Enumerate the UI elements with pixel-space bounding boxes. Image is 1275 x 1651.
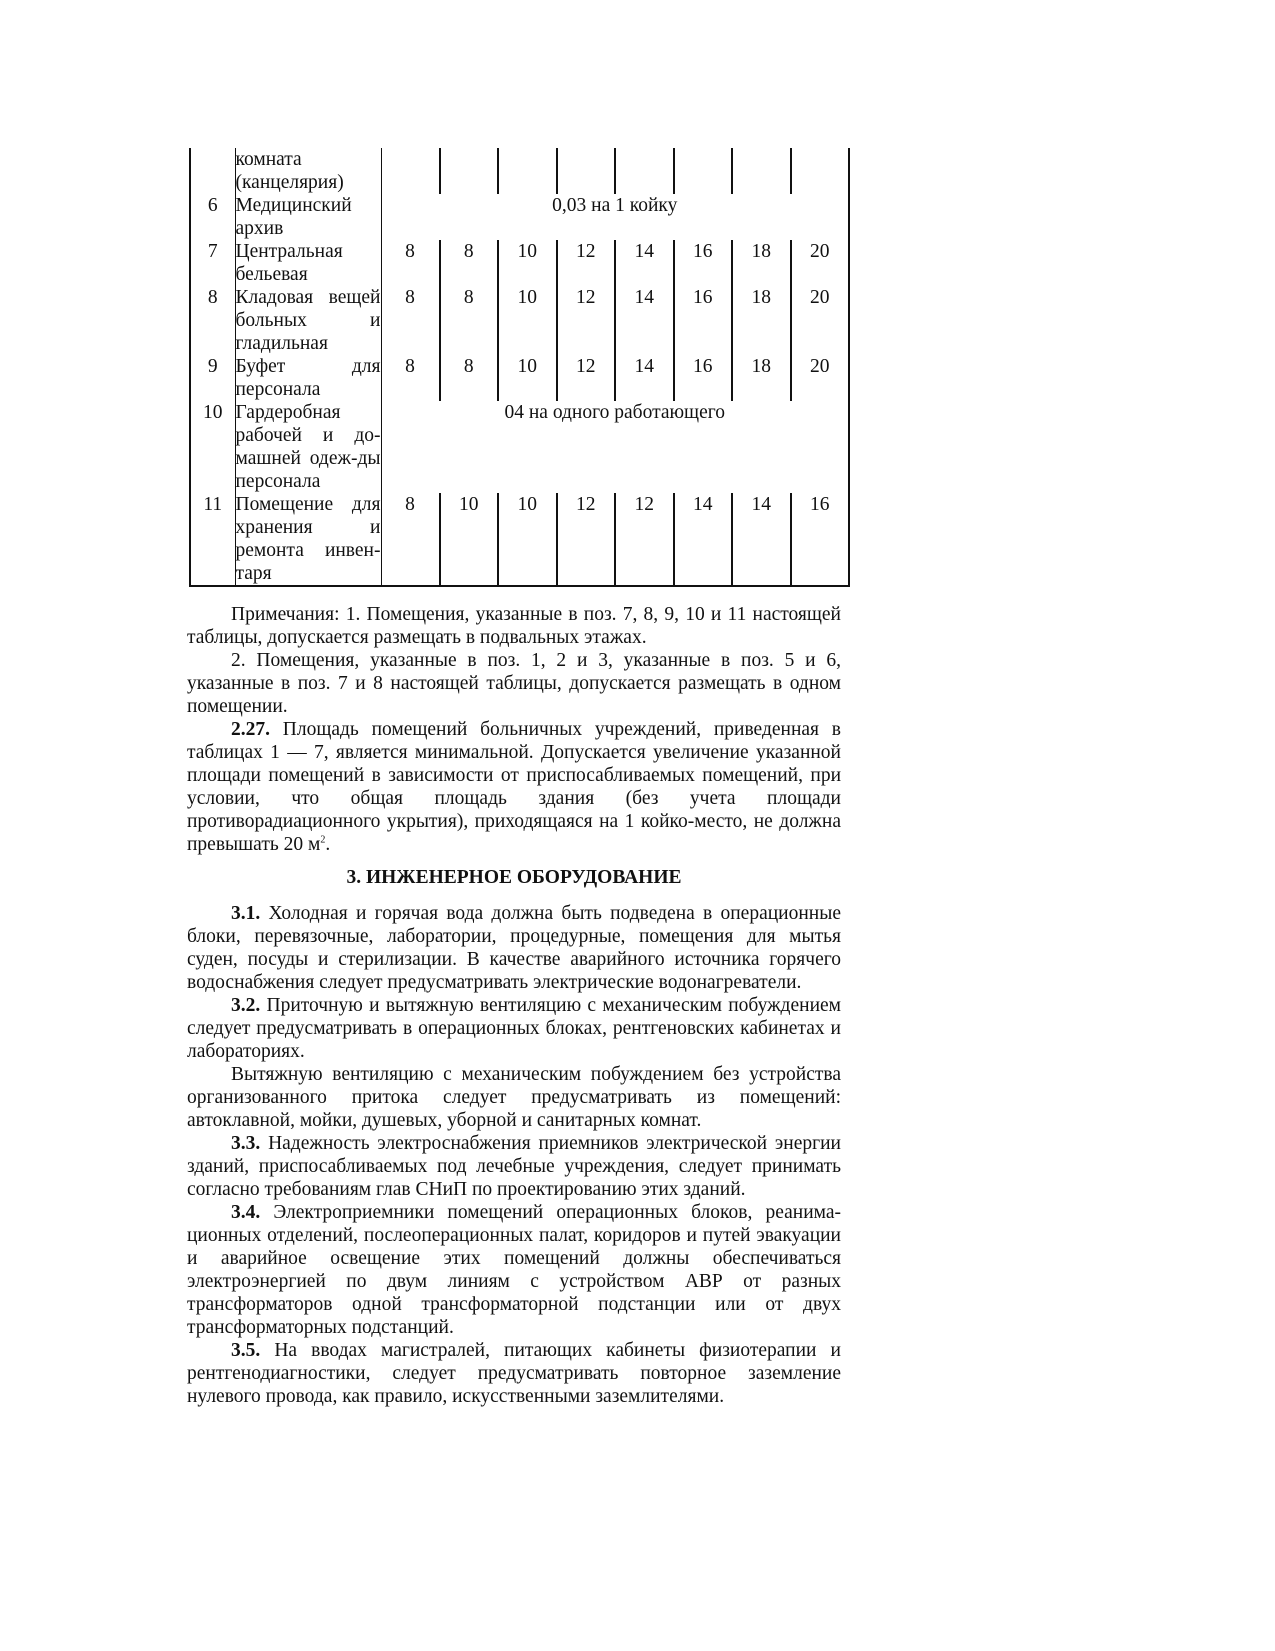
- row-number: 9: [190, 355, 235, 401]
- room-name: Буфет для персонала: [235, 356, 381, 400]
- paragraph-number: 3.2.: [231, 995, 261, 1016]
- row-number: 6: [190, 194, 235, 240]
- area-value: 18: [732, 240, 791, 286]
- area-value: 10: [498, 240, 557, 286]
- notes-block: [187, 603, 841, 856]
- superscript: 2: [320, 834, 326, 846]
- paragraph-text: На вводах магистралей, питающих кабинеты физиотерапии и рентгенодиагностики, следует предусматривать повторное заземление нулевого провода, как правило, искусственными заземлителями.: [187, 1340, 841, 1407]
- table-row: [190, 355, 849, 401]
- paragraph-text: Площадь помещений больничных учреждений, приведенная в таблицах 1 — 7, является минимальной. Допускается увеличение указанной площади помещений в зависимости от приспосабливаемых помещений, при условии, что общая площадь здания (без учета площади противорадиационного укрытия), приходящаяся на 1 койко-место, не должна превышать 20 м: [187, 719, 841, 855]
- area-value: 8: [381, 286, 440, 355]
- row-number: 7: [190, 240, 235, 286]
- area-value: 16: [791, 493, 850, 586]
- paragraph-number: 3.5.: [231, 1340, 261, 1361]
- table-row: [190, 493, 849, 586]
- paragraph-number: 3.1.: [231, 903, 261, 924]
- room-name: Медицинский архив: [235, 194, 381, 240]
- area-value: 20: [791, 240, 850, 286]
- room-area-table: [189, 148, 850, 587]
- paragraph-text: Приточную и вытяжную вентиляцию с механическим побуждением следует предусматривать в операционных блоках, рентгеновских кабинетах и лабораториях.: [187, 995, 841, 1062]
- area-value: [557, 148, 616, 194]
- area-norm-span: 0,03 на 1 койку: [381, 194, 849, 240]
- area-value: [381, 148, 440, 194]
- room-name: комната (канцелярия): [235, 148, 381, 194]
- area-value: 10: [440, 493, 499, 586]
- area-value: 12: [557, 355, 616, 401]
- area-value: 16: [674, 286, 733, 355]
- area-value: 12: [557, 240, 616, 286]
- area-value: 14: [615, 355, 674, 401]
- area-value: 12: [557, 286, 616, 355]
- room-name: Кладовая вещей больных и гладильная: [235, 287, 381, 354]
- area-value: 18: [732, 355, 791, 401]
- paragraph-text: Холодная и горячая вода должна быть подведена в операционные блоки, перевязочные, лаборатории, процедурные, помещения для мытья суден, посуды и стерилизации. В качестве аварийного источника горячего водоснабжения следует предусматривать электрические водонагреватели.: [187, 903, 841, 993]
- area-value: [791, 148, 850, 194]
- area-value: 18: [732, 286, 791, 355]
- table-row: [190, 240, 849, 286]
- area-value: 16: [674, 240, 733, 286]
- room-name: Гардеробная рабочей и до-машней одеж-ды персонала: [235, 402, 381, 492]
- row-number: 11: [190, 493, 235, 586]
- paragraph-number: 2.27.: [231, 719, 270, 740]
- area-value: [440, 148, 499, 194]
- area-value: [615, 148, 674, 194]
- paragraph-text: Электроприемники помещений операционных блоков, реанима-ционных отделений, послеоперационных палат, коридоров и путей эвакуации и аварийное освещение этих помещений должны обеспечиваться электроэнергией по двум линиям с устройством АВР от разных трансформаторов одной трансформаторной подстанции или от двух трансформаторных подстанций.: [187, 1202, 841, 1338]
- note-2: 2. Помещения, указанные в поз. 1, 2 и 3, указанные в поз. 5 и 6, указанные в поз. 7 и 8 настоящей таблицы, допускается размещать в одном помещении.: [187, 650, 841, 717]
- paragraph-end: .: [325, 834, 331, 855]
- table-body: [190, 148, 849, 586]
- area-value: 10: [498, 355, 557, 401]
- table-row: [190, 286, 849, 355]
- area-value: 20: [791, 355, 850, 401]
- paragraph-3-3: [187, 1132, 841, 1201]
- row-number: 8: [190, 286, 235, 355]
- paragraph-3-1: [187, 902, 841, 994]
- area-value: 10: [498, 286, 557, 355]
- paragraph-3-2: [187, 994, 841, 1063]
- paragraph-3-5: [187, 1339, 841, 1408]
- table-row: [190, 194, 849, 240]
- paragraph-3-2-continued: Вытяжную вентиляцию с механическим побуждением без устройства организованного притока следует предусматривать из помещений: автоклавной, мойки, душевых, уборной и санитарных комнат.: [187, 1064, 841, 1131]
- area-value: 14: [674, 493, 733, 586]
- area-value: [674, 148, 733, 194]
- paragraph-number: 3.3.: [231, 1133, 261, 1154]
- section-title: 3. ИНЖЕНЕРНОЕ ОБОРУДОВАНИЕ: [346, 867, 682, 888]
- row-number: 10: [190, 401, 235, 493]
- area-value: 10: [498, 493, 557, 586]
- paragraph-text: Надежность электроснабжения приемников электрической энергии зданий, приспосабливаемых под лечебные учреждения, следует принимать согласно требованиям глав СНиП по проектированию этих зданий.: [187, 1133, 841, 1200]
- area-norm-span: 04 на одного работающего: [381, 401, 849, 493]
- area-value: [732, 148, 791, 194]
- room-name: Помещение для хранения и ремонта инвен-таря: [235, 494, 381, 584]
- area-value: 12: [557, 493, 616, 586]
- area-value: 12: [615, 493, 674, 586]
- area-value: 14: [615, 286, 674, 355]
- area-value: 14: [615, 240, 674, 286]
- area-value: 8: [381, 355, 440, 401]
- paragraph-2-27: [187, 718, 841, 856]
- row-number: [190, 148, 235, 194]
- section-body: [187, 902, 841, 1408]
- paragraph-3-4: [187, 1201, 841, 1339]
- area-value: 8: [440, 240, 499, 286]
- note-1: Примечания: 1. Помещения, указанные в поз. 7, 8, 9, 10 и 11 настоящей таблицы, допускается размещать в подвальных этажах.: [187, 604, 841, 648]
- room-name: Центральная бельевая: [235, 240, 381, 286]
- paragraph-number: 3.4.: [231, 1202, 261, 1223]
- area-value: 16: [674, 355, 733, 401]
- area-value: 8: [440, 286, 499, 355]
- area-value: [498, 148, 557, 194]
- table-row: [190, 401, 849, 493]
- area-value: 14: [732, 493, 791, 586]
- area-value: 8: [381, 240, 440, 286]
- area-value: 8: [381, 493, 440, 586]
- area-value: 8: [440, 355, 499, 401]
- table-row: [190, 148, 849, 194]
- area-value: 20: [791, 286, 850, 355]
